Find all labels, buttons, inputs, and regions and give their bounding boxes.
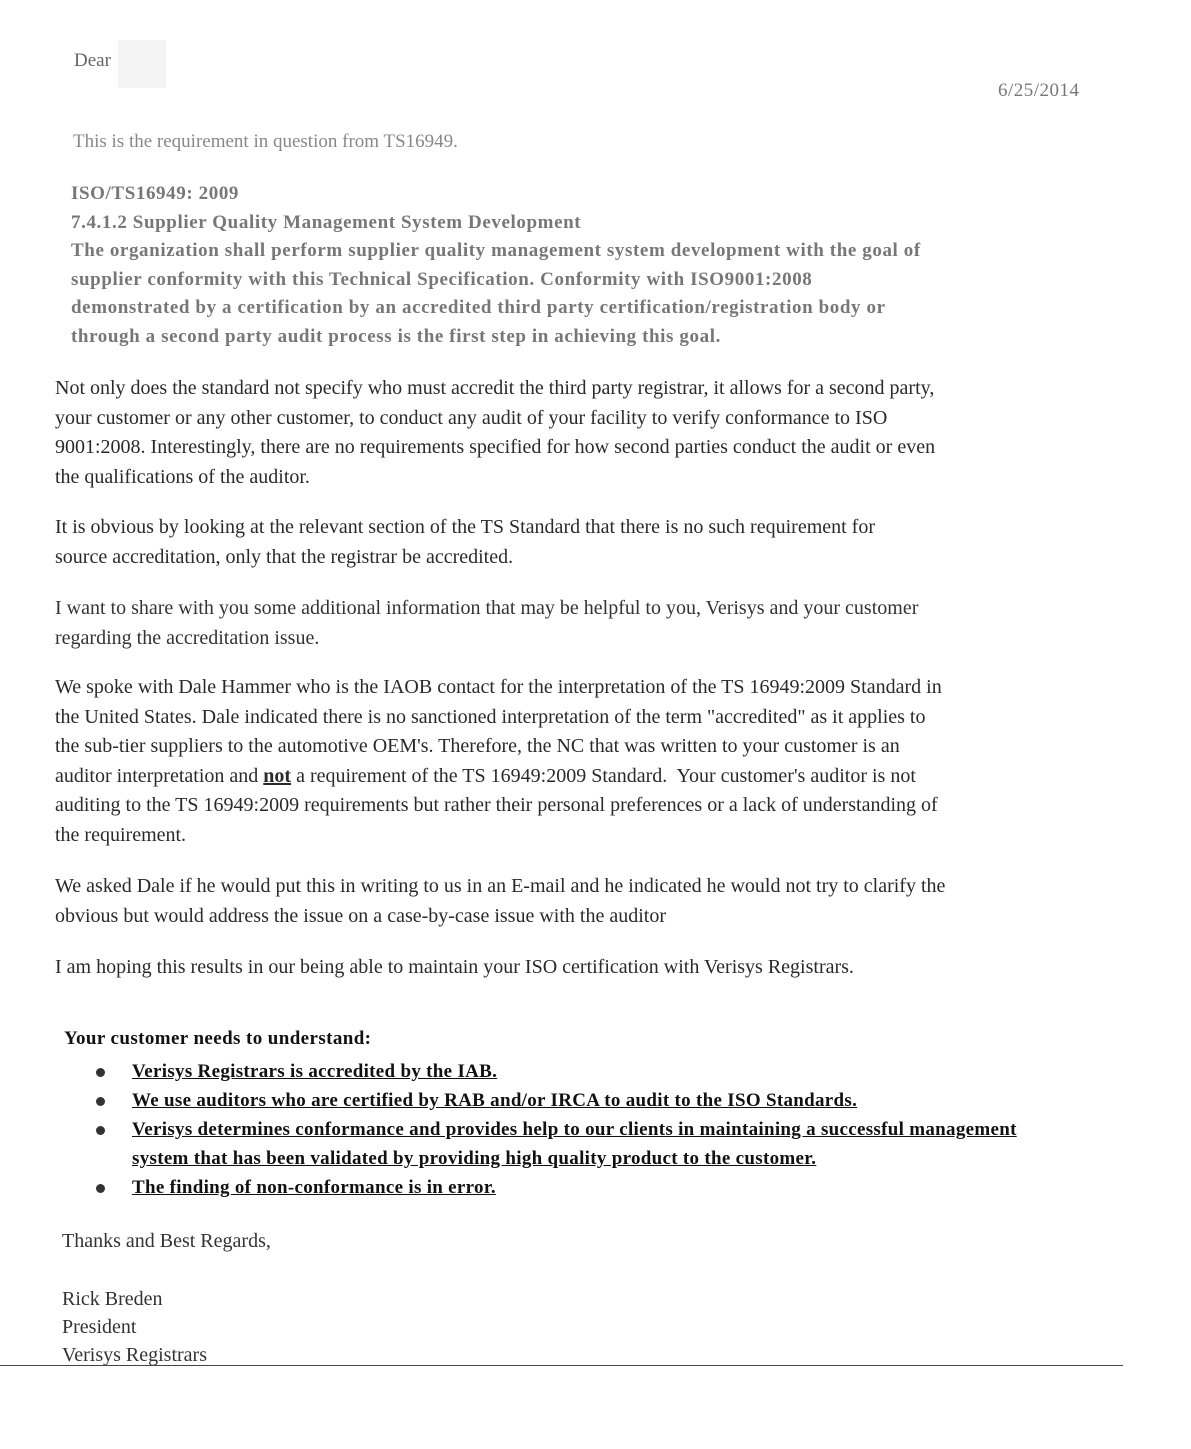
- standard-quote: [71, 180, 1081, 351]
- text-run: auditor interpretation and: [55, 764, 264, 787]
- salutation: Dear: [74, 50, 111, 71]
- redacted-name-box: [118, 40, 166, 88]
- signer-name: Rick Breden: [62, 1288, 163, 1310]
- emphasis-not: not: [263, 764, 292, 787]
- paragraph-line: It is obvious by looking at the relevant section of the TS Standard that there is no such requirement for: [55, 516, 875, 538]
- paragraph-line: We asked Dale if he would put this in writing to us in an E-mail and he indicated he would not try to clarify the: [55, 875, 946, 897]
- paragraph-line: regarding the accreditation issue.: [55, 626, 320, 649]
- quote-line: through a second party audit process is the first step in achieving this goal.: [71, 325, 721, 347]
- bullet-icon: [96, 1068, 105, 1077]
- bullet-icon: [96, 1184, 105, 1193]
- list-item-text: We use auditors who are certified by RAB and/or IRCA to audit to the ISO Standards.: [132, 1090, 858, 1111]
- paragraph-line: I want to share with you some additional information that may be helpful to you, Verisys and your customer: [55, 597, 919, 619]
- paragraph-line: 9001:2008. Interestingly, there are no requirements specified for how second parties conduct the audit or even: [55, 436, 936, 458]
- bullet-icon: [96, 1126, 105, 1135]
- list-item: [92, 1173, 1072, 1202]
- list-item: [92, 1115, 1072, 1173]
- quote-section: 7.4.1.2 Supplier Quality Management System Development: [71, 211, 582, 233]
- paragraph-email: [55, 872, 1095, 931]
- paragraph-line: obvious but would address the issue on a case-by-case issue with the auditor: [55, 904, 666, 927]
- paragraph-line: auditing to the TS 16949:2009 requirements but rather their personal preferences or a lack of understanding of: [55, 794, 938, 816]
- list-item-text: The finding of non-conformance is in error.: [132, 1177, 496, 1198]
- paragraph-line: I am hoping this results in our being able to maintain your ISO certification with Verisys Registrars.: [55, 956, 854, 978]
- signer-company: Verisys Registrars: [62, 1344, 207, 1366]
- paragraph-share: [55, 594, 1095, 653]
- paragraph-line: Not only does the standard not specify who must accredit the third party registrar, it allows for a second party,: [55, 377, 935, 399]
- paragraph-dale-hammer: [55, 673, 1095, 850]
- list-item: [92, 1057, 1072, 1086]
- quote-line: demonstrated by a certification by an accredited third party certification/registration body or: [71, 297, 886, 318]
- needs-heading: Your customer needs to understand:: [64, 1028, 372, 1049]
- paragraph-line: the sub-tier suppliers to the automotive OEM's. Therefore, the NC that was written to your customer is an: [55, 735, 900, 757]
- list-item: [92, 1086, 1072, 1115]
- needs-list: [92, 1057, 1072, 1202]
- bullet-icon: [96, 1097, 105, 1106]
- signature-block: [62, 1285, 207, 1369]
- paragraph-line: the requirement.: [55, 823, 187, 846]
- paragraph-line: your customer or any other customer, to conduct any audit of your facility to verify conformance to ISO: [55, 406, 888, 429]
- footer-rule: [0, 1365, 1123, 1366]
- closing: Thanks and Best Regards,: [62, 1230, 271, 1252]
- paragraph-accreditation: [55, 374, 1095, 492]
- paragraph-hoping: [55, 953, 1095, 983]
- letter-date: 6/25/2014: [998, 80, 1080, 101]
- text-run: a requirement of the TS 16949:2009 Standard. Your customer's auditor is not: [291, 764, 916, 787]
- paragraph-line: [55, 762, 1095, 792]
- list-item-text: Verisys Registrars is accredited by the IAB.: [132, 1061, 498, 1082]
- list-item-text: Verisys determines conformance and provides help to our clients in maintaining a successful management system that has been validated by providing high quality product to the customer.: [132, 1119, 1017, 1169]
- paragraph-line: the qualifications of the auditor.: [55, 465, 310, 488]
- paragraph-line: the United States. Dale indicated there is no sanctioned interpretation of the term "accredited" as it applies to: [55, 705, 926, 728]
- paragraph-obvious: [55, 513, 1095, 572]
- signer-title: President: [62, 1316, 137, 1338]
- quote-line: supplier conformity with this Technical Specification. Conformity with ISO9001:2008: [71, 268, 813, 290]
- intro-line: This is the requirement in question from TS16949.: [73, 131, 458, 152]
- paragraph-line: source accreditation, only that the registrar be accredited.: [55, 545, 514, 568]
- paragraph-line: We spoke with Dale Hammer who is the IAOB contact for the interpretation of the TS 16949:2009 Standard in: [55, 676, 942, 698]
- quote-line: The organization shall perform supplier quality management system development with the goal of: [71, 240, 921, 261]
- quote-standard: ISO/TS16949: 2009: [71, 183, 240, 204]
